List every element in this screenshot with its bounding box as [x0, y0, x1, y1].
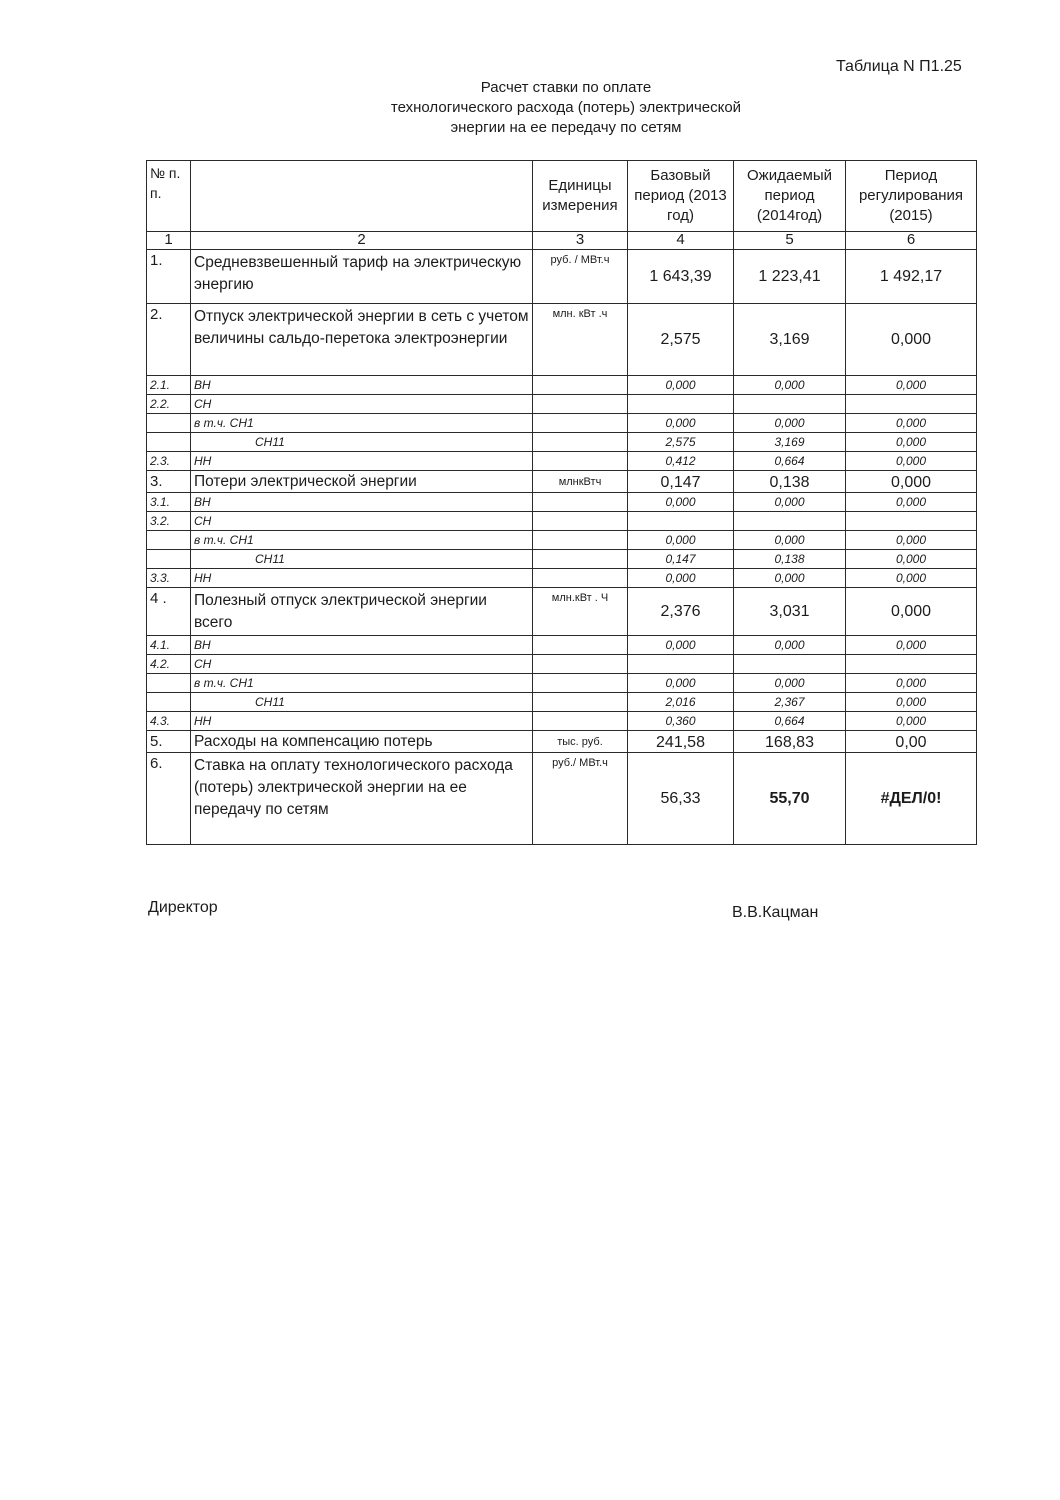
- value-regulation: 0,000: [846, 452, 977, 471]
- table-row: [147, 693, 977, 712]
- header-row: [147, 161, 977, 232]
- value-regulation: 0,000: [846, 471, 977, 493]
- table-row: [147, 452, 977, 471]
- value-base: 0,360: [628, 712, 734, 731]
- row-name: в т.ч. СН1: [191, 674, 533, 693]
- signature-name: В.В.Кацман: [732, 904, 819, 921]
- value-expected: [734, 395, 846, 414]
- value-expected: 0,664: [734, 712, 846, 731]
- row-number: 5.: [147, 731, 191, 753]
- table-row: [147, 493, 977, 512]
- column-number: 1: [147, 232, 191, 250]
- column-number: 4: [628, 232, 734, 250]
- value-base: 1 643,39: [628, 250, 734, 304]
- value-regulation: 0,000: [846, 712, 977, 731]
- column-number: 5: [734, 232, 846, 250]
- value-regulation: 0,000: [846, 674, 977, 693]
- value-expected: [734, 655, 846, 674]
- row-number: 4.1.: [147, 636, 191, 655]
- value-base: 2,376: [628, 588, 734, 636]
- row-name: НН: [191, 712, 533, 731]
- table-row: [147, 250, 977, 304]
- row-unit: [533, 655, 628, 674]
- value-base: 2,016: [628, 693, 734, 712]
- header-name: [191, 161, 533, 232]
- table-row: [147, 376, 977, 395]
- header-unit: Единицы измерения: [533, 161, 628, 232]
- row-number: 4.2.: [147, 655, 191, 674]
- row-unit: [533, 512, 628, 531]
- document-title: [300, 78, 832, 138]
- row-name: НН: [191, 569, 533, 588]
- row-name: ВН: [191, 493, 533, 512]
- table-row: [147, 753, 977, 845]
- row-name: Ставка на оплату технологического расхода (потерь) электрической энергии на ее передачу по сетям: [191, 753, 533, 845]
- value-base: [628, 512, 734, 531]
- title-line-3: энергии на ее передачу по сетям: [450, 119, 682, 136]
- row-name: СН11: [191, 433, 533, 452]
- row-unit: млн. кВт .ч: [533, 304, 628, 376]
- value-regulation: 0,000: [846, 414, 977, 433]
- value-base: 2,575: [628, 304, 734, 376]
- row-unit: тыс. руб.: [533, 731, 628, 753]
- row-unit: [533, 395, 628, 414]
- row-name: ВН: [191, 636, 533, 655]
- value-base: [628, 395, 734, 414]
- row-unit: млнкВтч: [533, 471, 628, 493]
- value-expected: 3,031: [734, 588, 846, 636]
- row-number: 3.: [147, 471, 191, 493]
- column-number: 2: [191, 232, 533, 250]
- row-number: [147, 693, 191, 712]
- value-base: 0,147: [628, 550, 734, 569]
- row-number: 6.: [147, 753, 191, 845]
- value-regulation: 0,000: [846, 569, 977, 588]
- value-expected: 3,169: [734, 433, 846, 452]
- row-name: Потери электрической энергии: [191, 471, 533, 493]
- value-regulation: 1 492,17: [846, 250, 977, 304]
- value-regulation: 0,000: [846, 550, 977, 569]
- value-expected: 55,70: [734, 753, 846, 845]
- row-number: 4 .: [147, 588, 191, 636]
- row-name: ВН: [191, 376, 533, 395]
- column-number: 6: [846, 232, 977, 250]
- value-base: 0,147: [628, 471, 734, 493]
- row-unit: [533, 693, 628, 712]
- table-row: [147, 569, 977, 588]
- rates-table: [146, 160, 977, 845]
- row-name: СН11: [191, 550, 533, 569]
- value-expected: 0,138: [734, 550, 846, 569]
- value-base: [628, 655, 734, 674]
- value-expected: 2,367: [734, 693, 846, 712]
- table-row: [147, 655, 977, 674]
- value-expected: 0,000: [734, 569, 846, 588]
- row-number: 2.2.: [147, 395, 191, 414]
- table-row: [147, 588, 977, 636]
- value-expected: 0,000: [734, 531, 846, 550]
- table-row: [147, 304, 977, 376]
- value-base: 0,000: [628, 636, 734, 655]
- value-regulation: 0,00: [846, 731, 977, 753]
- value-base: 0,412: [628, 452, 734, 471]
- value-expected: 0,000: [734, 636, 846, 655]
- header-base-period: Базовый период (2013 год): [628, 161, 734, 232]
- row-name: в т.ч. СН1: [191, 414, 533, 433]
- row-unit: [533, 376, 628, 395]
- row-number: 4.3.: [147, 712, 191, 731]
- row-unit: [533, 550, 628, 569]
- row-number: 1.: [147, 250, 191, 304]
- value-base: 0,000: [628, 414, 734, 433]
- value-regulation: [846, 395, 977, 414]
- value-expected: 3,169: [734, 304, 846, 376]
- column-number: 3: [533, 232, 628, 250]
- table-row: [147, 674, 977, 693]
- row-number: 3.1.: [147, 493, 191, 512]
- row-unit: [533, 569, 628, 588]
- value-regulation: 0,000: [846, 493, 977, 512]
- header-num: № п. п.: [147, 161, 191, 232]
- row-unit: [533, 531, 628, 550]
- row-unit: [533, 636, 628, 655]
- value-regulation: [846, 655, 977, 674]
- row-name: СН: [191, 395, 533, 414]
- row-unit: [533, 433, 628, 452]
- row-name: Средневзвешенный тариф на электрическую энергию: [191, 250, 533, 304]
- value-base: 56,33: [628, 753, 734, 845]
- row-number: [147, 433, 191, 452]
- value-expected: 168,83: [734, 731, 846, 753]
- row-name: Отпуск электрической энергии в сеть с учетом величины сальдо-перетока электроэнергии: [191, 304, 533, 376]
- row-name: СН: [191, 512, 533, 531]
- value-regulation: 0,000: [846, 531, 977, 550]
- column-number-row: [147, 232, 977, 250]
- value-expected: [734, 512, 846, 531]
- row-name: в т.ч. СН1: [191, 531, 533, 550]
- table-row: [147, 414, 977, 433]
- row-name: СН: [191, 655, 533, 674]
- title-line-2: технологического расхода (потерь) электрической: [390, 99, 742, 116]
- row-name: НН: [191, 452, 533, 471]
- row-name: Расходы на компенсацию потерь: [191, 731, 533, 753]
- row-number: 3.2.: [147, 512, 191, 531]
- row-number: 2.1.: [147, 376, 191, 395]
- table-row: [147, 433, 977, 452]
- row-unit: [533, 452, 628, 471]
- table-row: [147, 550, 977, 569]
- table-row: [147, 531, 977, 550]
- value-expected: 0,000: [734, 674, 846, 693]
- table-label: Таблица N П1.25: [836, 58, 962, 75]
- table-row: [147, 471, 977, 493]
- row-unit: руб. / МВт.ч: [533, 250, 628, 304]
- row-number: 3.3.: [147, 569, 191, 588]
- value-base: 241,58: [628, 731, 734, 753]
- row-number: [147, 674, 191, 693]
- value-base: 0,000: [628, 376, 734, 395]
- value-regulation: 0,000: [846, 588, 977, 636]
- row-unit: [533, 414, 628, 433]
- row-number: [147, 550, 191, 569]
- row-unit: руб./ МВт.ч: [533, 753, 628, 845]
- value-base: 2,575: [628, 433, 734, 452]
- row-number: 2.: [147, 304, 191, 376]
- value-regulation: 0,000: [846, 376, 977, 395]
- title-line-1: Расчет ставки по оплате: [480, 79, 652, 96]
- row-number: [147, 414, 191, 433]
- value-expected: 0,664: [734, 452, 846, 471]
- row-number: 2.3.: [147, 452, 191, 471]
- row-unit: млн.кВт . Ч: [533, 588, 628, 636]
- value-regulation: [846, 512, 977, 531]
- table-row: [147, 512, 977, 531]
- value-regulation: #ДЕЛ/0!: [846, 753, 977, 845]
- value-expected: 0,000: [734, 493, 846, 512]
- value-regulation: 0,000: [846, 433, 977, 452]
- table-row: [147, 731, 977, 753]
- table-row: [147, 636, 977, 655]
- row-unit: [533, 493, 628, 512]
- value-base: 0,000: [628, 674, 734, 693]
- value-expected: 0,000: [734, 376, 846, 395]
- row-unit: [533, 674, 628, 693]
- value-regulation: 0,000: [846, 636, 977, 655]
- row-number: [147, 531, 191, 550]
- row-name: СН11: [191, 693, 533, 712]
- value-regulation: 0,000: [846, 693, 977, 712]
- value-expected: 0,000: [734, 414, 846, 433]
- value-expected: 1 223,41: [734, 250, 846, 304]
- row-unit: [533, 712, 628, 731]
- value-base: 0,000: [628, 493, 734, 512]
- table-row: [147, 395, 977, 414]
- value-base: 0,000: [628, 531, 734, 550]
- value-expected: 0,138: [734, 471, 846, 493]
- header-expected-period: Ожидаемый период (2014год): [734, 161, 846, 232]
- value-regulation: 0,000: [846, 304, 977, 376]
- header-regulation-period: Период регулирования (2015): [846, 161, 977, 232]
- row-name: Полезный отпуск электрической энергии всего: [191, 588, 533, 636]
- value-base: 0,000: [628, 569, 734, 588]
- signature-role: Директор: [148, 899, 218, 916]
- table-row: [147, 712, 977, 731]
